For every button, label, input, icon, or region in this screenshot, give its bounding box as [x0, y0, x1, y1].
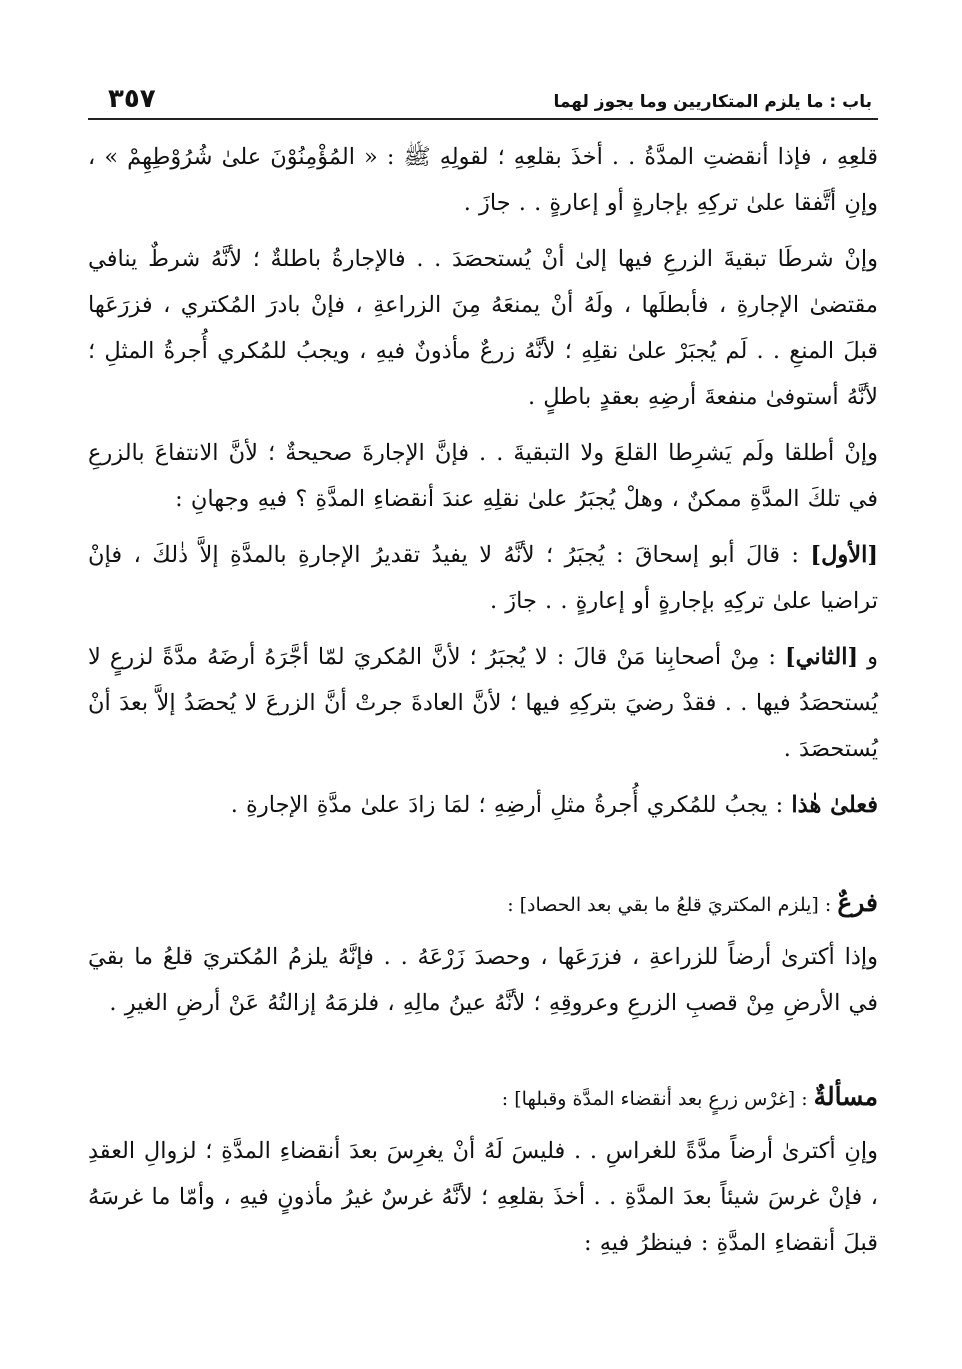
conclusion-text: : يجبُ للمُكري أُجرةُ مثلِ أرضِهِ ؛ لمَا زادَ علىٰ مدَّةِ الإجارةِ .	[230, 792, 792, 818]
page-body	[88, 120, 878, 1266]
first-view-label: [الأول]	[810, 542, 879, 568]
second-view-prefix: و	[858, 644, 878, 670]
section-gap	[88, 1036, 878, 1074]
branch-heading-key: فرعٌ	[837, 888, 878, 917]
paragraph-1: قلعِهِ ، فإذا أنقضتِ المدَّةُ . . أخذَ بقلعِهِ ؛ لقولِهِ ﷺ : « المُؤْمِنُوْنَ علىٰ شُرُوْطِهِمْ » ، وإنِ أتَّفقا علىٰ تركِهِ بإجارةٍ أو إعارةٍ . . جازَ .	[88, 144, 878, 216]
issue-heading-sub: : [غرْس زرعٍ بعد أنقضاء المدَّة وقبلها] :	[501, 1088, 814, 1110]
branch-heading	[88, 880, 878, 928]
page-number: ٣٥٧	[108, 84, 156, 114]
paragraph-2: وإنْ شرطَا تبقيةَ الزرعِ فيها إلىٰ أنْ يُستحصَدَ . . فالإجارةُ باطلةٌ ؛ لأنَّهُ شرطٌ ينافي مقتضىٰ الإجارةِ ، فأبطلَها ، ولَهُ أنْ يمنعَهُ مِنَ الزراعةِ ، فإنْ بادرَ المُكتري ، فزرَعَها قبلَ المنعِ . . لَم يُجبَرْ علىٰ نقلِهِ ؛ لأنَّهُ زرعٌ مأذونٌ فيهِ ، ويجبُ للمُكري أُجرةُ المثلِ ؛ لأنَّهُ أستوفىٰ منفعةَ أرضِهِ بعقدٍ باطلٍ .	[88, 246, 878, 410]
second-view-text: : مِنْ أصحابِنا مَنْ قالَ : لا يُجبَرُ ؛ لأنَّ المُكريَ لمّا أجَّرَهُ أرضَهُ مدَّةً لزرعٍ لا يُستحصَدُ فيها . . فقدْ رضيَ بتركِهِ فيها ؛ لأنَّ العادةَ جرتْ أنَّ الزرعَ لا يُحصَدُ إلاَّ بعدَ أنْ يُستحصَدَ .	[88, 644, 878, 762]
paragraph-second-view	[88, 634, 878, 772]
paragraph-conclusion	[88, 782, 878, 828]
branch-heading-sub: : [يلزم المكتريَ قلعُ ما بقي بعد الحصاد] :	[507, 894, 838, 916]
paragraph-first-view	[88, 532, 878, 624]
running-title: باب : ما يلزم المتكاريين وما يجوز لهما	[553, 92, 872, 112]
page-header	[88, 70, 878, 120]
paragraph-3: وإنْ أطلقا ولَم يَشرِطا القلعَ ولا التبقيةَ . . فإنَّ الإجارةَ صحيحةٌ ؛ لأنَّ الانتفاعَ بالزرعِ في تلكَ المدَّةِ ممكنٌ ، وهلْ يُجبَرُ علىٰ نقلِهِ عندَ أنقضاءِ المدَّةِ ؟ فيهِ وجهانِ :	[88, 440, 878, 512]
second-view-label: [الثاني]	[785, 644, 859, 670]
paragraph-issue: وإنِ أكترىٰ أرضاً مدَّةً للغراسِ . . فليسَ لَهُ أنْ يغرِسَ بعدَ أنقضاءِ المدَّةِ ؛ لزوالِ العقدِ ، فإنْ غرسَ شيئاً بعدَ المدَّةِ . . أخذَ بقلعِهِ ؛ لأنَّهُ غرسٌ غيرُ مأذونٍ فيهِ ، وأمّا ما غرسَهُ قبلَ أنقضاءِ المدَّةِ : فينظرُ فيهِ :	[88, 1138, 878, 1256]
issue-heading-key: مسألةٌ	[813, 1082, 878, 1111]
issue-heading	[88, 1074, 878, 1122]
first-view-text: : قالَ أبو إسحاقَ : يُجبَرُ ؛ لأنَّهُ لا يفيدُ تقديرُ الإجارةِ بالمدَّةِ إلاَّ ذٰلكَ ، فإنْ تراضيا علىٰ تركِهِ بإجارةٍ أو إعارةٍ . . جازَ .	[88, 542, 878, 614]
book-page	[88, 70, 878, 1276]
paragraph-branch: وإذا أكترىٰ أرضاً للزراعةِ ، فزرَعَها ، وحصدَ زَرْعَهُ . . فإنَّهُ يلزمُ المُكتريَ قلعُ ما بقيَ في الأرضِ مِنْ قصبِ الزرعِ وعروقِهِ ؛ لأنَّهُ عينُ مالِهِ ، فلزمَهُ إزالتُهُ عَنْ أرضِ الغيرِ .	[88, 944, 878, 1016]
section-gap	[88, 838, 878, 880]
conclusion-label: فعلىٰ هٰذا	[791, 792, 878, 818]
